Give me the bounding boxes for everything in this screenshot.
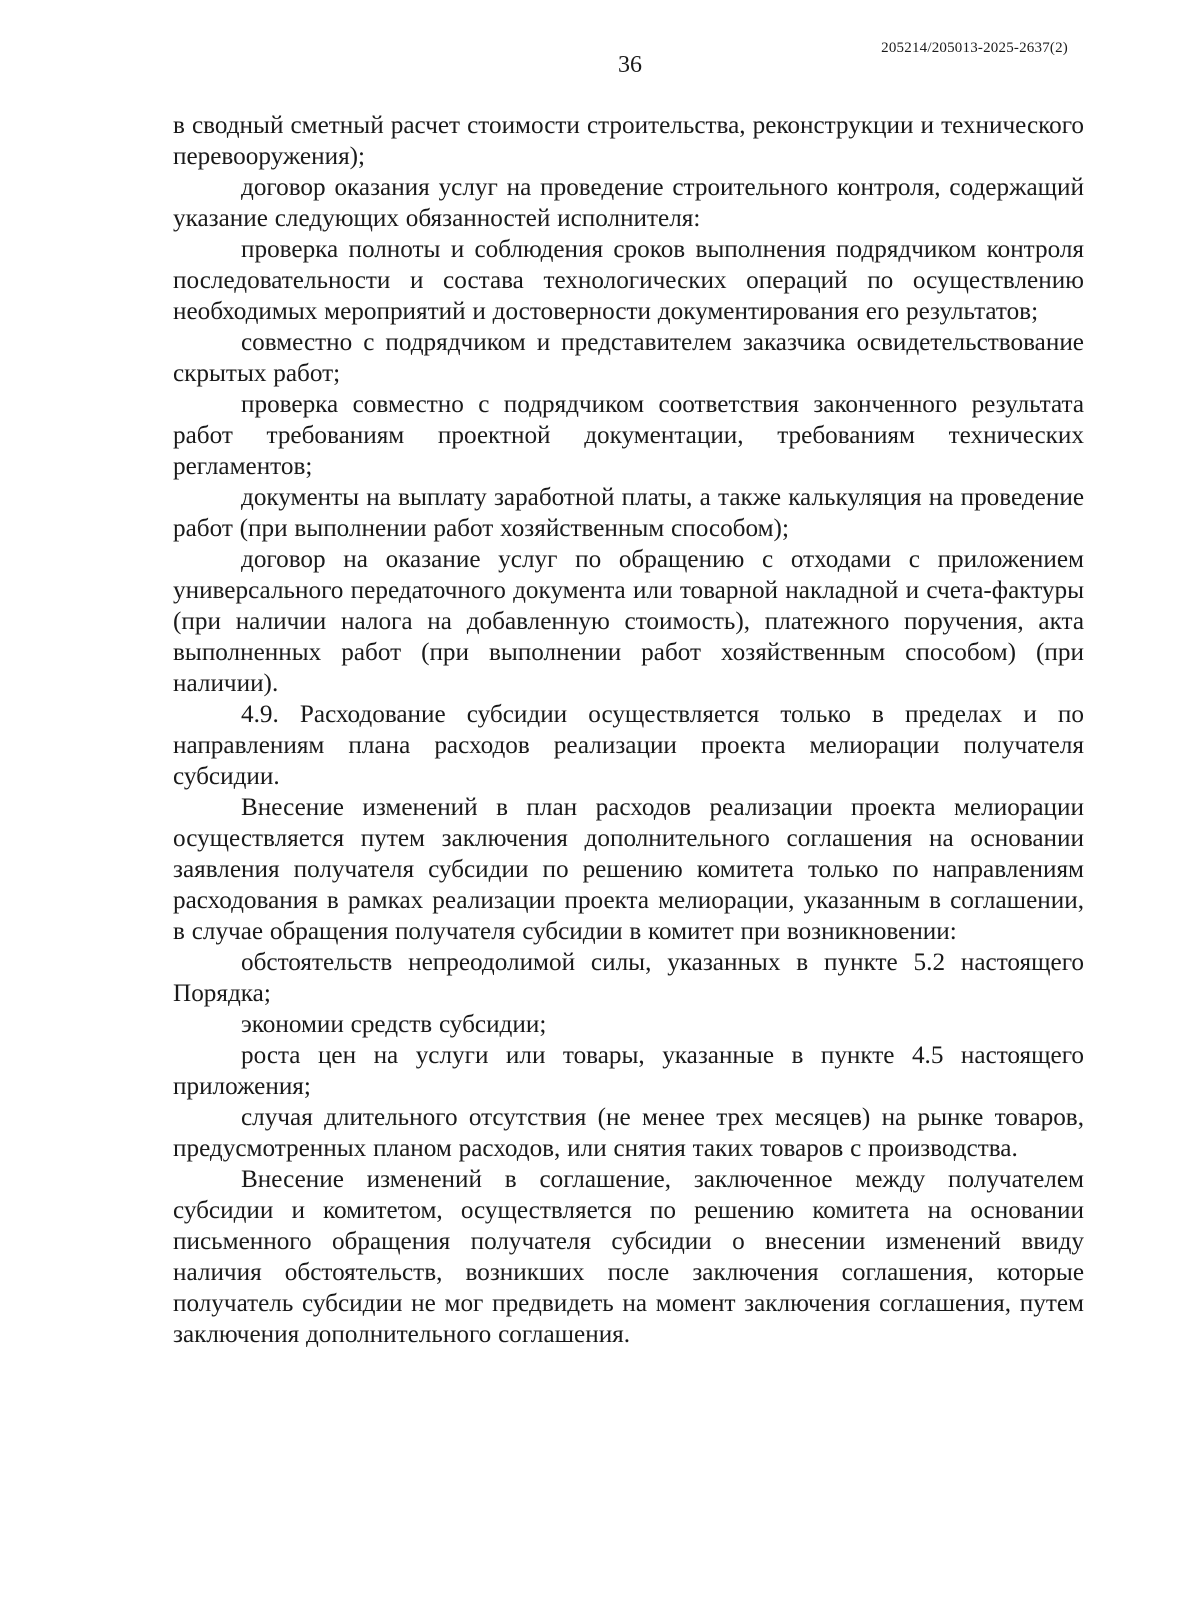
paragraph-7: договор на оказание услуг по обращению с отходами с приложением универсального передаточного документа или товарной накладной и счета-фактуры (при наличии налога на добавленную стоимость), платежного поручения, акта выполненных работ (при выполнении работ хозяйственным способом) (при наличии). [173, 546, 1084, 697]
paragraph-13: случая длительного отсутствия (не менее трех месяцев) на рынке товаров, предусмотренных планом расходов, или снятия таких товаров с производства. [173, 1104, 1084, 1162]
paragraph-3: проверка полноты и соблюдения сроков выполнения подрядчиком контроля последовательности и состава технологических операций по осуществлению необходимых мероприятий и достоверности документирования его результатов; [173, 236, 1084, 325]
paragraph-4: совместно с подрядчиком и представителем заказчика освидетельствование скрытых работ; [173, 329, 1084, 387]
paragraph-1: в сводный сметный расчет стоимости строительства, реконструкции и технического перевооружения); [173, 112, 1084, 170]
paragraph-11: экономии средств субсидии; [241, 1011, 547, 1038]
paragraph-9: Внесение изменений в план расходов реализации проекта мелиорации осуществляется путем заключения дополнительного соглашения на основании заявления получателя субсидии по решению комитета только по направлениям расходования в рамках реализации проекта мелиорации, указанным в соглашении, в случае обращения получателя субсидии в комитет при возникновении: [173, 794, 1084, 945]
paragraph-8: 4.9. Расходование субсидии осуществляется только в пределах и по направлениям плана расходов реализации проекта мелиорации получателя субсидии. [173, 701, 1084, 790]
paragraph-2: договор оказания услуг на проведение строительного контроля, содержащий указание следующих обязанностей исполнителя: [173, 174, 1084, 232]
paragraph-14: Внесение изменений в соглашение, заключенное между получателем субсидии и комитетом, осуществляется по решению комитета на основании письменного обращения получателя субсидии о внесении изменений ввиду наличия обстоятельств, возникших после заключения соглашения, которые получатель субсидии не мог предвидеть на момент заключения соглашения, путем заключения дополнительного соглашения. [173, 1166, 1084, 1348]
page-number: 36 [618, 52, 642, 78]
document-id: 205214/205013-2025-2637(2) [881, 40, 1068, 56]
paragraph-12: роста цен на услуги или товары, указанные в пункте 4.5 настоящего приложения; [173, 1042, 1084, 1100]
paragraph-5: проверка совместно с подрядчиком соответствия законченного результата работ требованиям проектной документации, требованиям технических регламентов; [173, 391, 1084, 480]
document-body [173, 110, 1084, 1350]
paragraph-10: обстоятельств непреодолимой силы, указанных в пункте 5.2 настоящего Порядка; [173, 949, 1084, 1007]
paragraph-6: документы на выплату заработной платы, а также калькуляция на проведение работ (при выполнении работ хозяйственным способом); [173, 484, 1084, 542]
